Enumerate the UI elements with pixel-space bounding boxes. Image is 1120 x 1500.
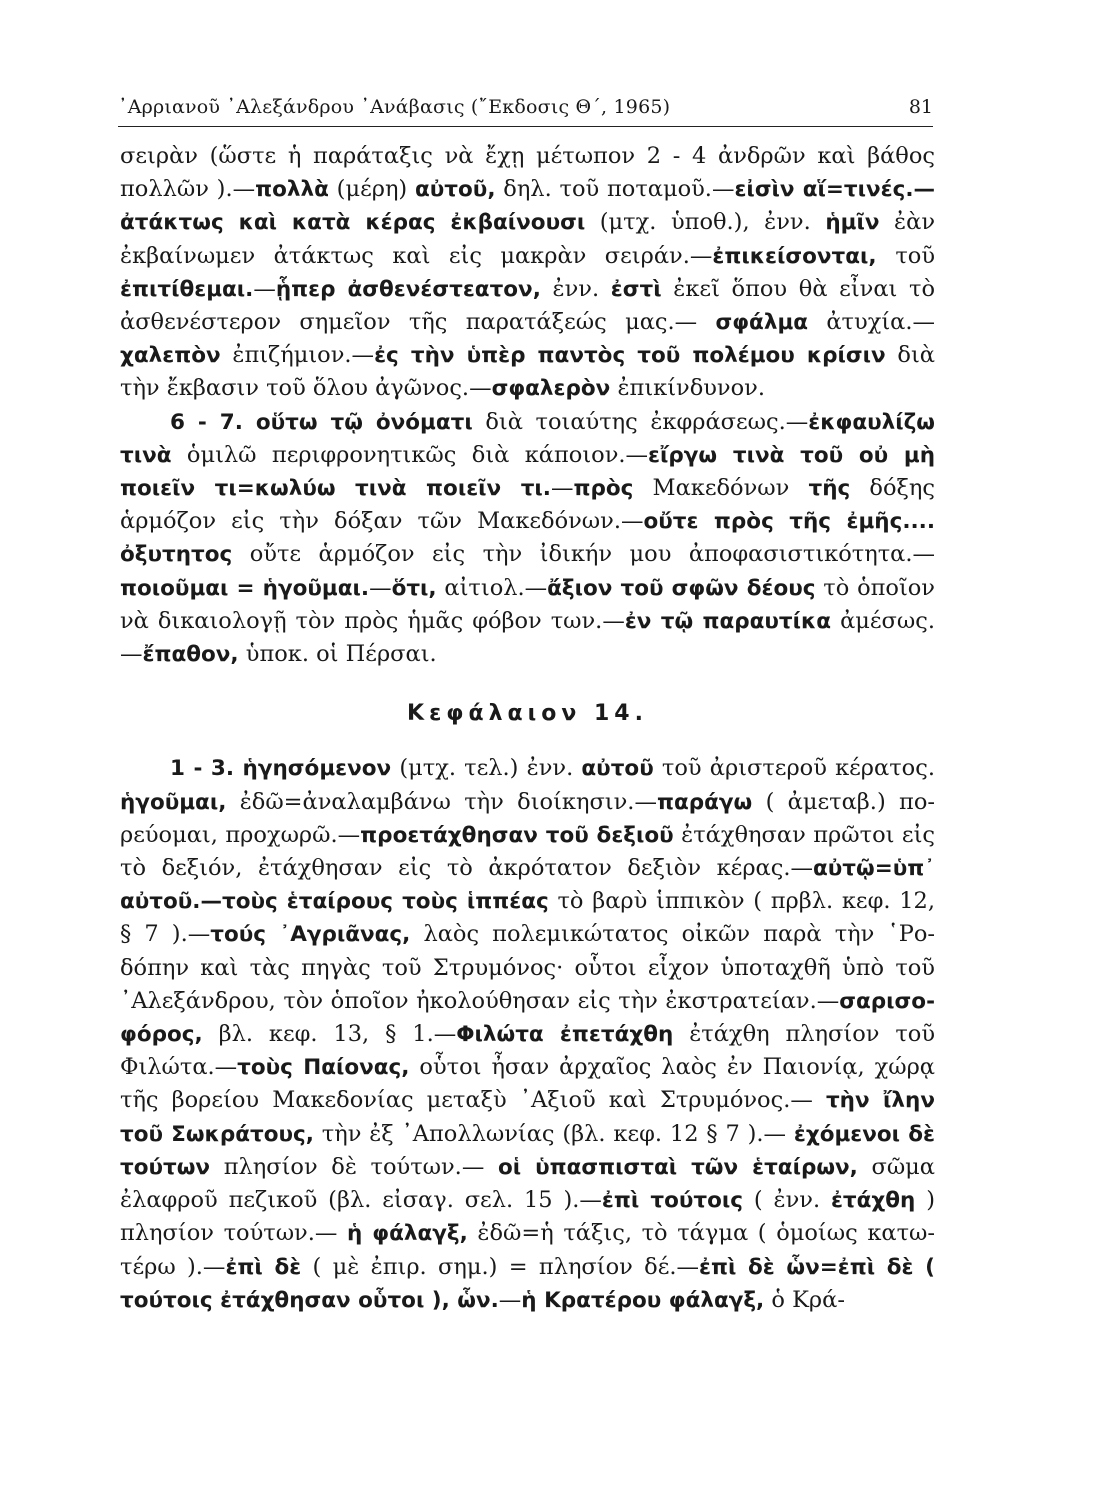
lemma-term: τοὺς Παίονας, [237,1055,410,1081]
gloss-text: ἐπιζήμιον.— [220,342,375,369]
lemma-term: ἡ Κρατέρου φάλαγξ, [521,1287,765,1313]
lemma-term: ᾗπερ ἀσθενέστεατον, [275,276,541,302]
gloss-text: ὁμιλῶ περιφρονητικῶς διὰ κάποιον.— [171,441,649,468]
lemma-term: τὴν ἴλην τοῦ Σωκράτους, [120,1088,935,1147]
lemma-term: ἐς τὴν ὑπὲρ παντὸς τοῦ πολέμου κρίσιν [374,343,886,369]
lemma-term: παράγω [656,789,753,815]
gloss-text: ἐδῶ=ἡ τάξις, τὸ τάγμα ( ὁμοίως κατωτέρω ).— [120,1220,935,1280]
lemma-term: Φιλώτα ἐπετάχθη [456,1022,674,1048]
gloss-text: τοῦ ἀριστεροῦ κέρατος. [653,755,935,782]
commentary-body [120,140,935,1317]
gloss-text: σειρὰν (ὥστε ἡ παράταξις νὰ ἔχῃ μέτωπον 2 - 4 ἀνδρῶν καὶ βάθος πολλῶν ).— [120,143,935,203]
page-number: 81 [908,96,933,118]
lemma-term: ἐπιτίθεμαι. [120,276,254,302]
gloss-text: διὰ τοιαύτης ἐκφράσεως.— [472,408,809,435]
lemma-term: 6 - 7. οὕτω τῷ ὀνόματι [170,409,473,435]
gloss-text: Μακεδόνων [633,475,809,502]
running-head-title: ᾿Αρριανοῦ ᾿Αλεξάνδρου ᾿Ανάβασις (῎Εκδοσις Θ΄, 1965) [118,96,671,118]
chapter-title: Κεφάλαιον 14. [407,701,648,727]
lemma-term: τῆς [808,476,851,502]
gloss-text: ἐὰν ἐκβαίνωμεν ἀτάκτως καὶ εἰς μακρὰν σειράν.— [120,209,935,269]
lemma-term: ἐπὶ δὲ [225,1254,302,1280]
gloss-text: ἐπικίνδυνον. [610,375,765,402]
lemma-term: 1 - 3. ἡγησόμενον [170,756,392,782]
gloss-text: ἐτάχθησαν πρῶτοι εἰς τὸ δεξιόν, ἐτάχθησαν εἰς τὸ ἀκρότατον δεξιὸν κέρας.— [120,821,936,882]
gloss-text: ἐνν. [540,275,611,302]
lemma-term: αὐτοῦ [581,756,654,782]
lemma-term: ἐν τῷ παραυτίκα [624,608,832,634]
gloss-text: ( ἐνν. [743,1187,831,1214]
gloss-text: τὴν ἐξ ᾿Απολλωνίας (βλ. κεφ. 12 § 7 ).— [313,1120,794,1147]
lemma-term: αὐτῷ=ὑπ᾿ αὐτοῦ.—τοὺς ἑταίρους τοὺς ἱππέας [120,856,935,915]
gloss-text: ἀμέσως.— [120,607,936,668]
lemma-term: πρὸς [573,476,634,502]
lemma-term: ἄξιον τοῦ σφῶν δέους [547,575,816,601]
gloss-text: τὸ βαρὺ ἱππικὸν ( πρβλ. κεφ. 12, § 7 ).— [120,888,935,948]
gloss-text: τοῦ [895,242,935,269]
lemma-term: εἰσὶν αἵ=τινές.—ἀτάκτως καὶ κατὰ κέρας ἐκβαίνουσι [120,177,935,236]
gloss-text: βλ. κεφ. 13, § 1.— [202,1021,457,1048]
gloss-text: — [498,1286,522,1313]
lemma-term: ἡγοῦμαι, [120,789,227,815]
gloss-text: ὁ Κρά- [764,1286,845,1313]
gloss-text: (μέρη) [328,176,416,203]
lemma-term: τούς ᾿Αγριᾶνας, [210,922,411,948]
gloss-text: (μτχ. τελ.) ἐνν. [391,755,582,782]
lemma-term: οὔτε πρὸς τῆς ἐμῆς.... ὀξυτητος [120,509,935,568]
lemma-term: σφάλμα [715,310,809,336]
gloss-text: αἰτιολ.— [436,574,548,601]
lemma-term: σφαλερὸν [491,376,611,402]
gloss-text: ἀτυχία.— [808,309,935,336]
commentary-paragraph-2 [120,406,935,672]
gloss-text: — [550,475,574,502]
gloss-text: — [369,574,392,601]
gloss-text: — [253,275,276,302]
lemma-term: χαλεπὸν [120,343,221,369]
lemma-term: ἐπικείσονται, [712,243,896,269]
gloss-text: ἐδῶ=ἀναλαμβάνω τὴν διοίκησιν.— [226,788,657,815]
lemma-term: ἐκφαυλίζω τινὰ [120,409,935,468]
lemma-term: ἡ φάλαγξ, [347,1221,468,1247]
lemma-term: προετάχθησαν τοῦ δεξιοῦ [360,822,674,848]
gloss-text: ἐκεῖ ὅπου θὰ εἶναι τὸ ἀσθενέστερον σημεῖον τῆς παρατάξεώς μας.— [120,275,936,336]
lemma-term: πολλὰ [255,177,329,203]
lemma-term: ἔπαθον, [142,642,239,668]
gloss-text: ) πλησίον τούτων.— [120,1187,935,1247]
gloss-text: ( μὲ ἐπιρ. σημ.) = πλησίον δέ.— [301,1253,700,1280]
gloss-text: πλησίον δὲ τούτων.— [210,1153,498,1180]
lemma-term: ἐπὶ δὲ ὧν=ἐπὶ δὲ ( τούτοις ἐτάχθησαν οὗτοι ), ὧν. [120,1254,936,1313]
gloss-text: δηλ. τοῦ ποταμοῦ.— [495,176,735,203]
lemma-term: ἐστὶ [610,276,662,302]
gloss-text: λαὸς πολεμικώτατος οἰκῶν παρὰ τὴν ῾Ροδόπην καὶ τὰς πηγὰς τοῦ Στρυμόνος· οὗτοι εἶχον ὑποταχθῆ ὑπὸ τοῦ ᾿Αλεξάνδρου, τὸν ὁποῖον ἠκολούθησαν εἰς τὴν ἐκστρατείαν.— [120,921,935,1014]
gloss-text: ὑποκ. οἱ Πέρσαι. [238,641,437,668]
gloss-text: διὰ τὴν ἔκβασιν τοῦ ὅλου ἀγῶνος.— [120,342,935,402]
gloss-text: (μτχ. ὑποθ.), ἐνν. [585,209,826,236]
lemma-term: αὐτοῦ, [415,177,496,203]
lemma-term: εἴργω τινὰ τοῦ οὐ μὴ ποιεῖν τι=κωλύω τινὰ ποιεῖν τι. [120,442,935,502]
gloss-text: ἐτάχθη πλησίον τοῦ Φιλώτα.— [120,1021,936,1081]
gloss-text: ( ἀμεταβ.) πορεύομαι, προχωρῶ.— [120,788,936,848]
gloss-text: σῶμα ἐλαφροῦ πεζικοῦ (βλ. εἰσαγ. σελ. 15 ).— [120,1153,935,1214]
lemma-term: ἐχόμενοι δὲ τούτων [120,1121,935,1180]
running-header [118,92,933,127]
gloss-text: δόξης ἁρμόζον εἰς τὴν δόξαν τῶν Μακεδόνων.— [120,475,935,535]
lemma-term: ἐτάχθη [830,1188,916,1214]
lemma-term: οἱ ὑπασπισταὶ τῶν ἑταίρων, [497,1154,858,1180]
commentary-paragraph-1 [120,140,935,406]
lemma-term: ὅτι, [391,575,437,601]
gloss-text: τὸ ὁποῖον νὰ δικαιολογῇ τὸν πρὸς ἡμᾶς φόβον των.— [120,574,935,634]
lemma-term: ἡμῖν [825,210,880,236]
gloss-text: οὗτοι ἦσαν ἀρχαῖος λαὸς ἐν Παιονίᾳ, χώρᾳ τῆς βορείου Μακεδονίας μεταξὺ ᾿Αξιοῦ καὶ Στρυμόνος.— [120,1054,935,1114]
gloss-text: οὔτε ἁρμόζον εἰς τὴν ἰδικήν μου ἀποφασιστικότητα.— [232,541,935,568]
commentary-paragraph-3 [120,752,935,1316]
lemma-term: ἐπὶ τούτοις [601,1188,744,1214]
lemma-term: ποιοῦμαι = ἡγοῦμαι. [120,575,370,601]
lemma-term: σαρισοφόρος, [120,988,935,1048]
